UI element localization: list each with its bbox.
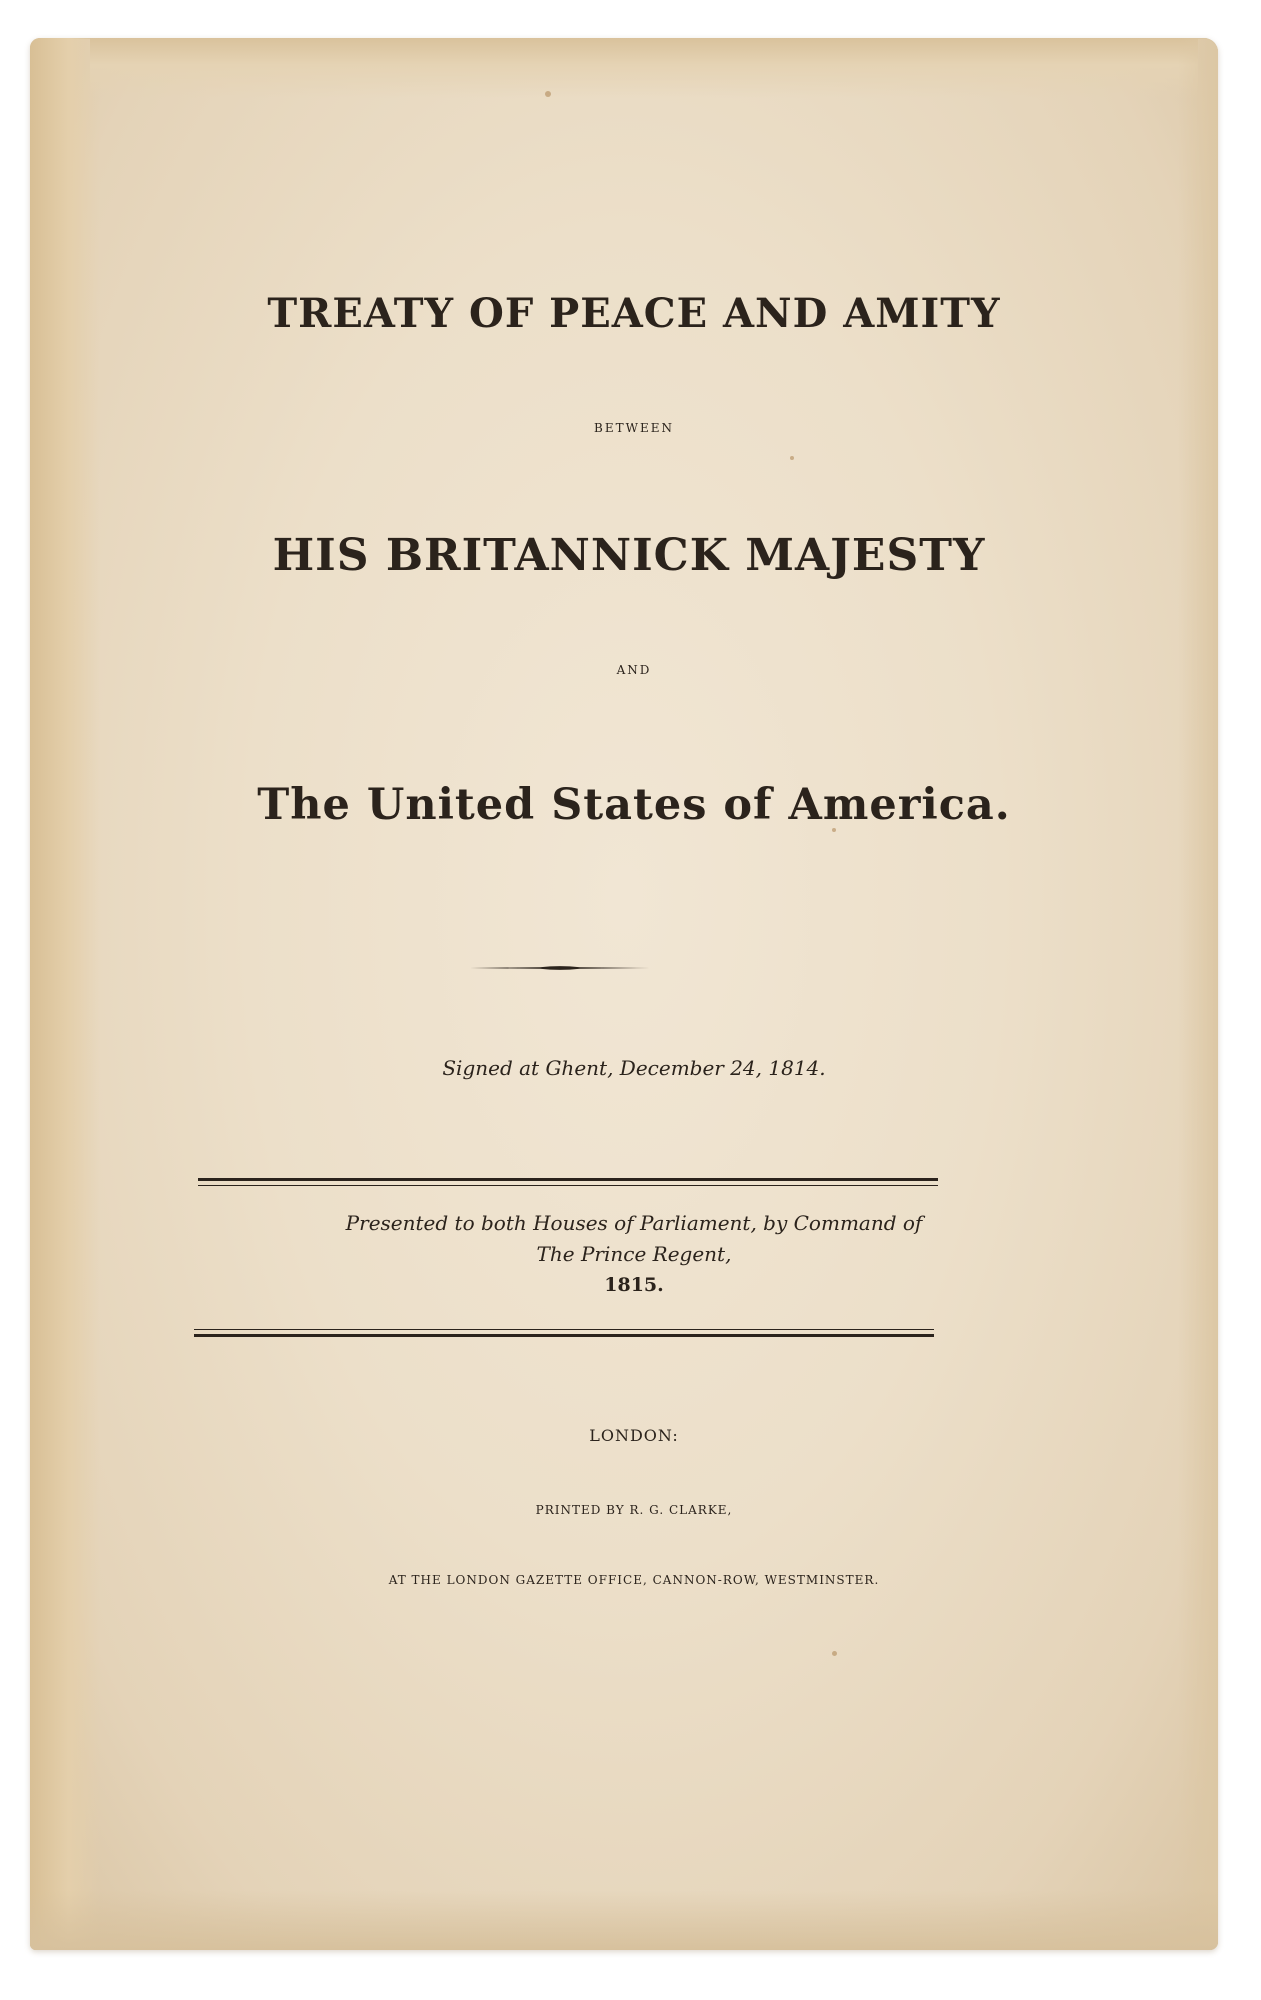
imprint-office: AT THE LONDON GAZETTE OFFICE, CANNON-ROW, WESTMINSTER. [388,1573,880,1587]
imprint-printer: PRINTED BY R. G. CLARKE, [535,1503,733,1517]
double-rule-bottom-thick [194,1334,934,1337]
between-label: BETWEEN [594,421,674,435]
title-page [30,38,1218,1950]
paper-bottom-edge-wear [30,1890,1218,1950]
and-label: AND [616,663,652,677]
party-britannick-majesty: HIS BRITANNICK MAJESTY [272,530,986,581]
foxing-spot [832,1651,837,1656]
signing-note: Signed at Ghent, December 24, 1814. [442,1056,826,1080]
presentation-note [30,1208,1218,1301]
treaty-title: TREATY OF PEACE AND AMITY [267,290,1001,337]
foxing-spot [790,456,794,460]
presentation-year: 1815. [604,1274,664,1296]
ornamental-rule [470,965,650,971]
double-rule-bottom-thin [194,1329,934,1330]
double-rule-top-thick [198,1178,938,1181]
paper-top-edge-wear [90,38,1198,98]
foxing-spot [545,91,551,97]
party-united-states: The United States of America. [257,780,1011,830]
double-rule-top-thin [198,1185,938,1186]
presentation-line-1: Presented to both Houses of Parliament, by Command of [345,1211,923,1235]
presentation-line-2: The Prince Regent, [536,1242,732,1266]
imprint-city: LONDON: [589,1426,679,1445]
